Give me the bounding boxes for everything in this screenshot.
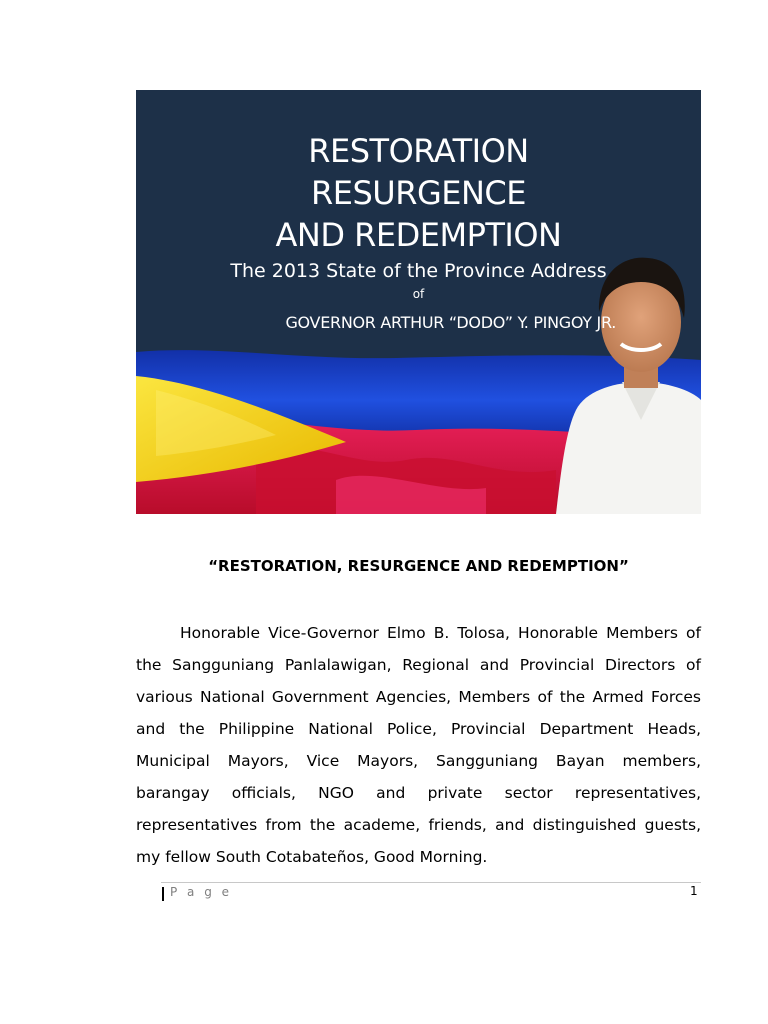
banner-title-line-3: AND REDEMPTION: [275, 216, 562, 254]
banner-subtitle: The 2013 State of the Province Address: [230, 260, 607, 282]
footer-bar-mark: [162, 887, 164, 901]
footer-page-label: P a g e: [170, 885, 233, 899]
banner-title-line-2: RESURGENCE: [311, 174, 526, 212]
cover-banner: [136, 90, 701, 514]
footer-divider: [161, 882, 701, 883]
footer-page-number: 1: [690, 884, 698, 898]
banner-governor-name: GOVERNOR ARTHUR “DODO” Y. PINGOY JR.: [285, 313, 616, 332]
document-heading: “RESTORATION, RESURGENCE AND REDEMPTION”: [208, 557, 629, 575]
salutation-paragraph: Honorable Vice-Governor Elmo B. Tolosa, Honorable Members of the Sangguniang Panlalawigan, Regional and Provincial Directors of various National Government Agencies, Members of the Armed Forces and the Philippine National Police, Provincial Department Heads, Municipal Mayors, Vice Mayors, Sangguniang Bayan members, barangay officials, NGO and private sector representatives, representatives from the academe, friends, and distinguished guests, my fellow South Cotabateños, Good Morning.: [136, 624, 701, 866]
banner-title-line-1: RESTORATION: [308, 132, 529, 170]
banner-of: of: [412, 287, 425, 301]
